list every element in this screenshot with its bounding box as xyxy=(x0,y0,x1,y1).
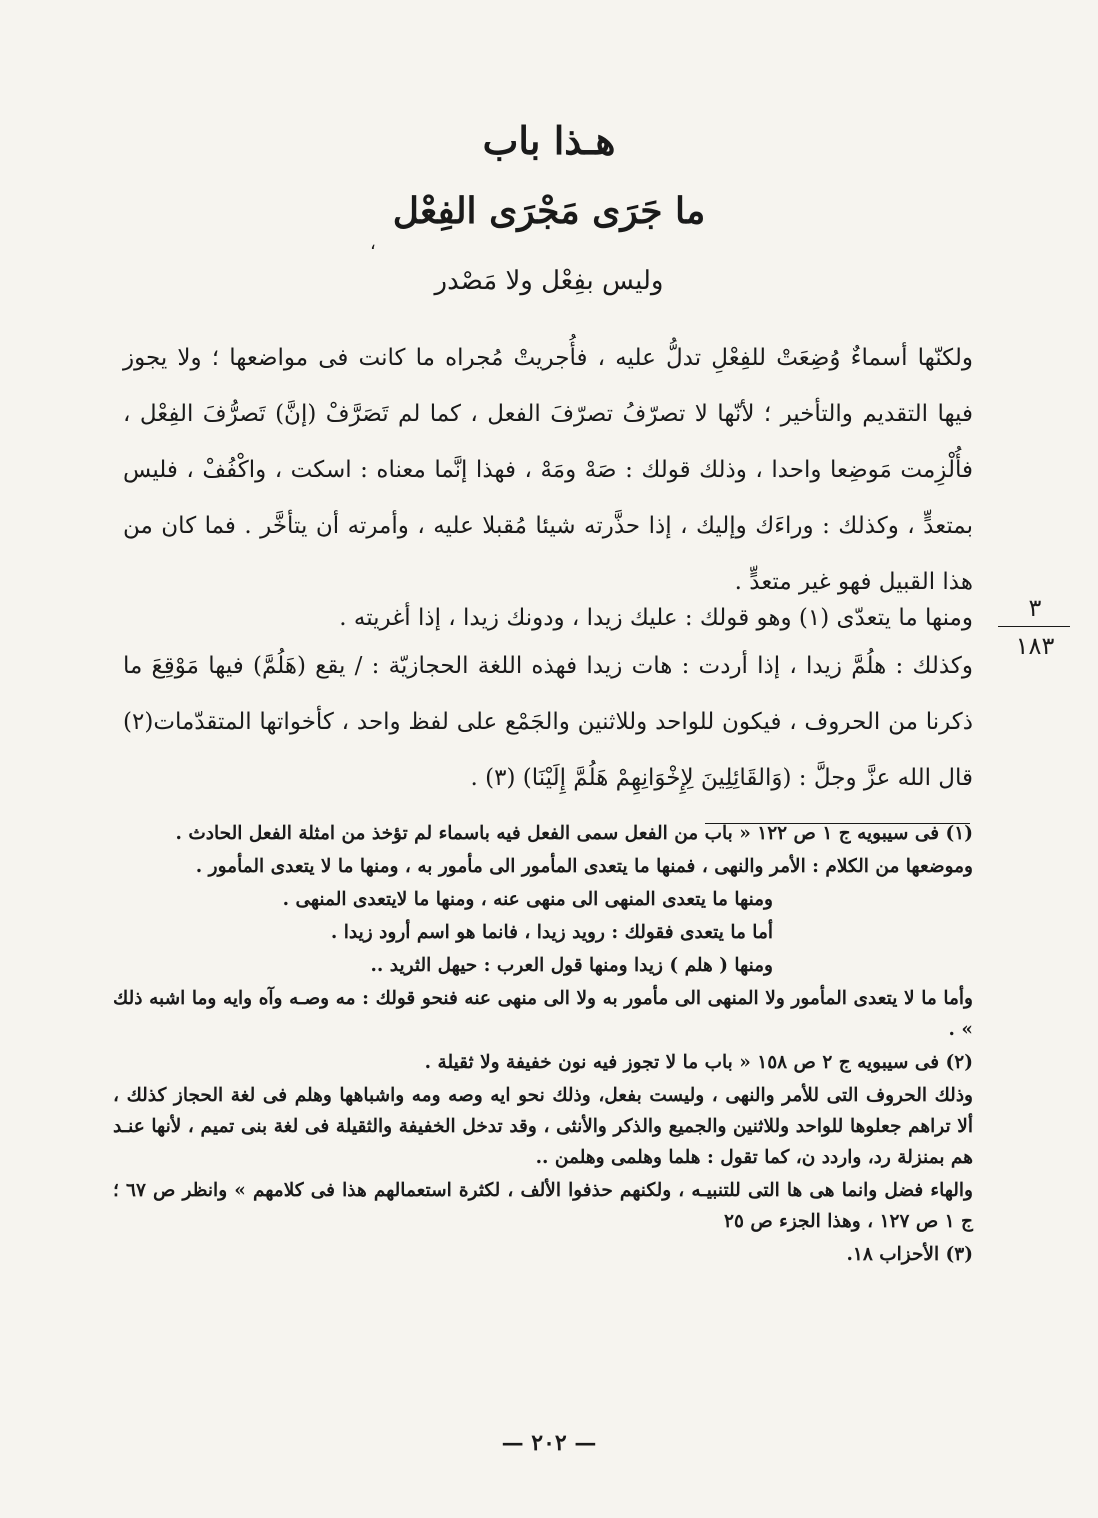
stray-mark: ، xyxy=(370,233,376,254)
footnote-line: (٢) فى سيبويه ج ٢ ص ١٥٨ « باب ما لا تجوز فيه نون خفيفة ولا ثقيلة . xyxy=(424,1052,973,1073)
body-paragraph-3: وكذلك : هلُمَّ زيدا ، إذا أردت : هات زيدا فهذه اللغة الحجازيّة : / يقع (هَلُمَّ) فيها مَوْقِعَ ما ذكرنا من الحروف ، فيكون للواحد وللاثنين والجَمْع على لفظ واحد ، كأخواتها المتقدّمات(٢) قال الله عزَّ وجلَّ : (وَالقَائِلِينَ لِإِخْوَانِهِمْ هَلُمَّ إِلَيْنَا) (٣) . xyxy=(123,653,973,791)
margin-page-reference: ١٨٣ xyxy=(1015,632,1055,660)
chapter-subtitle: ما جَرَى مَجْرَى الفِعْل xyxy=(392,190,706,232)
footnote-line: (٣) الأحزاب ١٨. xyxy=(846,1244,973,1265)
footnote-line: وموضعها من الكلام : الأمر والنهى ، فمنها ما يتعدى المأمور الى مأمور به ، ومنها ما لا يتعدى المأمور . xyxy=(195,856,973,877)
page-number: — ٢٠٢ — xyxy=(501,1430,597,1456)
body-paragraph-1: ولكنّها أسماءٌ وُضِعَتْ للفِعْلِ تدلُّ عليه ، فأُجريتْ مُجراه ما كانت فى مواضعها ؛ ولا يجوز فيها التقديم والتأخير ؛ لأنّها لا تصرّفُ تصرّفَ الفعل ، كما لم تَصَرَّفْ (إنَّ) تَصرُّفَ الفِعْل ، فأُلْزِمت مَوضِعا واحدا ، وذلك قولك : صَهْ ومَهْ ، فهذا إنَّما معناه : اسكت ، واكْفُفْ ، فليس بمتعدٍّ ، وكذلك : وراءَك وإليك ، إذا حذَّرته شيئا مُقبلا عليه ، وأمرته أن يتأخَّر . فما كان من هذا القبيل فهو غير متعدٍّ . xyxy=(123,345,973,595)
footnote-line: وأما ما لا يتعدى المأمور ولا المنهى الى مأمور به ولا الى منهى عنه فنحو قولك : مه وصـه وآه وايه وما اشبه ذلك » . xyxy=(113,988,973,1040)
footnote-line: والهاء فضل وانما هى ها التى للتنبيـه ، ولكنهم حذفوا الألف ، لكثرة استعمالهم هذا فى كلامهم » وانظر ص ٦٧ ؛ ج ١ ص ١٢٧ ، وهذا الجزء ص ٢٥ xyxy=(113,1180,973,1232)
footnote-line: (١) فى سيبويه ج ١ ص ١٢٢ « باب من الفعل سمى الفعل فيه باسماء لم تؤخذ من امثلة الفعل الحادث . xyxy=(175,823,973,844)
footnotes xyxy=(113,818,973,1272)
footnote-line: وذلك الحروف التى للأمر والنهى ، وليست بفعل، وذلك نحو ايه وصه ومه واشباهها وهلم فى لغة الحجاز كذلك ، ألا تراهم جعلوها للواحد وللاثنين والجميع والذكر والأنثى ، وقد تدخل الخفيفة والثقيلة فى لغة بنى تميم ، لأنها عنـد هم بمنزلة رد، واردد ن، كما تقول : هلما وهلمى وهلمن .. xyxy=(113,1085,973,1168)
chapter-title: هـذا باب xyxy=(482,118,616,163)
body-paragraph-2: ومنها ما يتعدّى (١) وهو قولك : عليك زيدا ، ودونك زيدا ، إذا أغريته . xyxy=(339,605,973,631)
margin-volume-number: ٣ xyxy=(1028,594,1042,622)
footnote-line: ومنها ( هلم ) زيدا ومنها قول العرب : حيهل الثريد .. xyxy=(370,955,773,976)
chapter-subheading: وليس بفِعْل ولا مَصْدر xyxy=(434,266,664,296)
margin-divider xyxy=(998,626,1070,627)
footnote-line: أما ما يتعدى فقولك : رويد زيدا ، فانما هو اسم أرود زيدا . xyxy=(330,922,773,943)
footnote-line: ومنها ما يتعدى المنهى الى منهى عنه ، ومنها ما لايتعدى المنهى . xyxy=(282,889,773,910)
